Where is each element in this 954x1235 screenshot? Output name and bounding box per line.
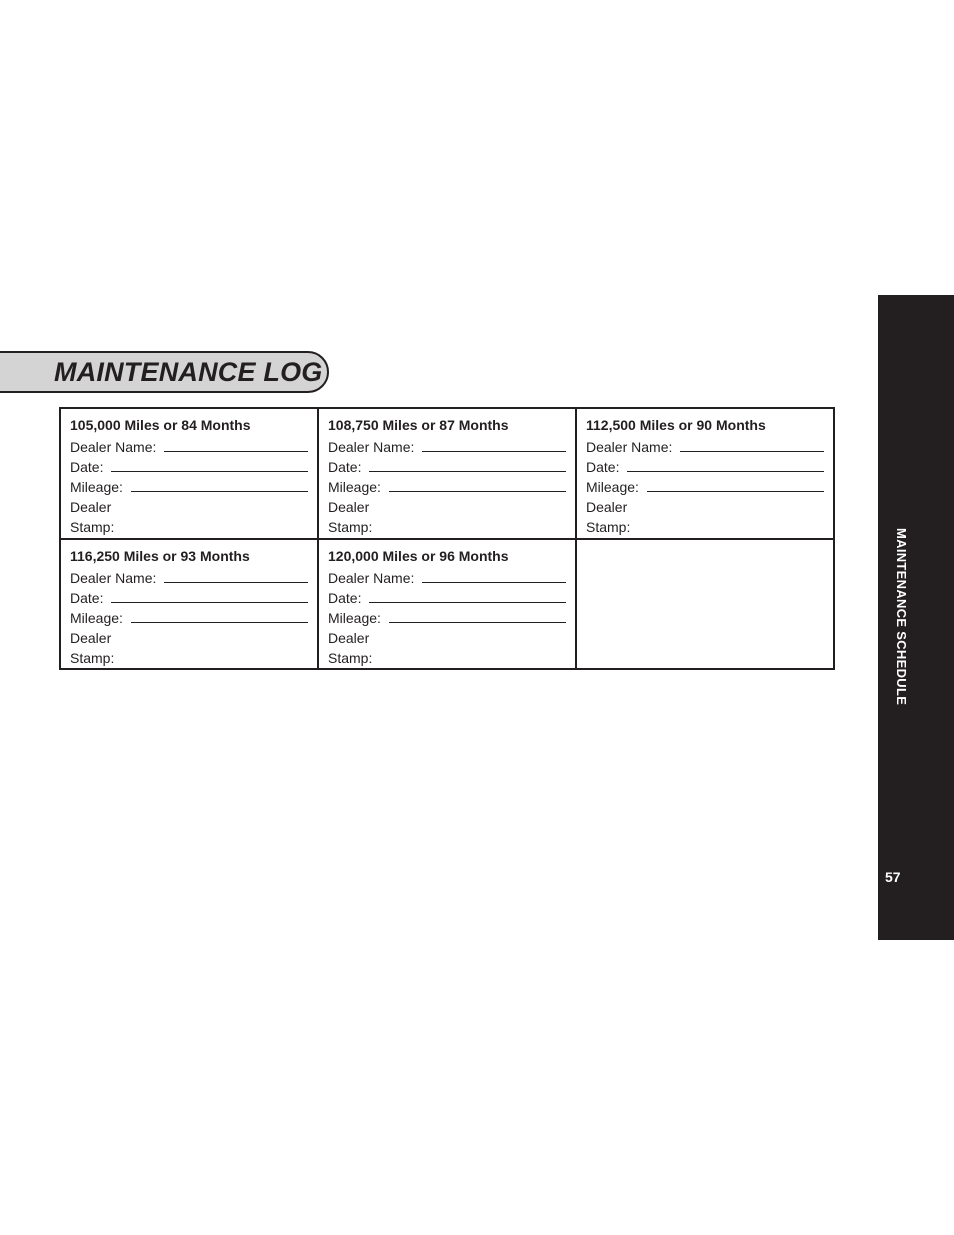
mileage-field[interactable] bbox=[328, 607, 566, 627]
entry-heading: 112,500 Miles or 90 Months bbox=[586, 417, 766, 433]
date-line[interactable] bbox=[369, 601, 566, 603]
dealer-name-field[interactable] bbox=[328, 567, 566, 587]
dealer-name-label: Dealer Name: bbox=[328, 439, 415, 455]
log-entry bbox=[61, 540, 319, 668]
date-line[interactable] bbox=[111, 470, 308, 472]
date-label: Date: bbox=[70, 459, 104, 475]
date-field[interactable] bbox=[70, 456, 308, 476]
dealer-name-field[interactable] bbox=[328, 436, 566, 456]
dealer-label: Dealer bbox=[328, 499, 370, 515]
mileage-line[interactable] bbox=[389, 621, 566, 623]
mileage-label: Mileage: bbox=[328, 610, 381, 626]
dealer-name-label: Dealer Name: bbox=[70, 439, 157, 455]
dealer-name-label: Dealer Name: bbox=[328, 570, 415, 586]
mileage-field[interactable] bbox=[586, 476, 824, 496]
mileage-label: Mileage: bbox=[70, 610, 123, 626]
dealer-name-line[interactable] bbox=[680, 450, 824, 452]
date-line[interactable] bbox=[369, 470, 566, 472]
log-entry bbox=[577, 409, 833, 540]
mileage-field[interactable] bbox=[70, 607, 308, 627]
page-number: 57 bbox=[885, 869, 901, 885]
mileage-label: Mileage: bbox=[70, 479, 123, 495]
dealer-label: Dealer bbox=[328, 630, 370, 646]
dealer-name-field[interactable] bbox=[586, 436, 824, 456]
date-field[interactable] bbox=[70, 587, 308, 607]
log-entry bbox=[319, 409, 577, 540]
mileage-line[interactable] bbox=[131, 621, 308, 623]
dealer-name-label: Dealer Name: bbox=[70, 570, 157, 586]
dealer-name-field[interactable] bbox=[70, 436, 308, 456]
dealer-label: Dealer bbox=[70, 630, 112, 646]
entry-heading: 105,000 Miles or 84 Months bbox=[70, 417, 251, 433]
dealer-name-line[interactable] bbox=[164, 450, 308, 452]
log-entry bbox=[61, 409, 319, 540]
date-field[interactable] bbox=[328, 587, 566, 607]
dealer-label: Dealer bbox=[586, 499, 628, 515]
date-line[interactable] bbox=[627, 470, 824, 472]
log-entry bbox=[319, 540, 577, 668]
dealer-name-field[interactable] bbox=[70, 567, 308, 587]
mileage-field[interactable] bbox=[328, 476, 566, 496]
mileage-line[interactable] bbox=[131, 490, 308, 492]
stamp-label: Stamp: bbox=[586, 519, 631, 535]
stamp-label: Stamp: bbox=[70, 650, 115, 666]
dealer-name-line[interactable] bbox=[164, 581, 308, 583]
dealer-name-line[interactable] bbox=[422, 581, 566, 583]
date-label: Date: bbox=[70, 590, 104, 606]
stamp-label: Stamp: bbox=[328, 650, 373, 666]
date-label: Date: bbox=[328, 590, 362, 606]
dealer-label: Dealer bbox=[70, 499, 112, 515]
date-line[interactable] bbox=[111, 601, 308, 603]
empty-log-cell bbox=[577, 540, 833, 668]
stamp-label: Stamp: bbox=[328, 519, 373, 535]
entry-heading: 120,000 Miles or 96 Months bbox=[328, 548, 509, 564]
dealer-name-line[interactable] bbox=[422, 450, 566, 452]
mileage-label: Mileage: bbox=[328, 479, 381, 495]
section-label: MAINTENANCE SCHEDULE bbox=[894, 528, 909, 706]
maintenance-log-table bbox=[59, 407, 835, 670]
date-field[interactable] bbox=[328, 456, 566, 476]
entry-heading: 116,250 Miles or 93 Months bbox=[70, 548, 250, 564]
entry-heading: 108,750 Miles or 87 Months bbox=[328, 417, 509, 433]
date-field[interactable] bbox=[586, 456, 824, 476]
page-title: MAINTENANCE LOG bbox=[54, 357, 323, 387]
stamp-label: Stamp: bbox=[70, 519, 115, 535]
mileage-label: Mileage: bbox=[586, 479, 639, 495]
date-label: Date: bbox=[328, 459, 362, 475]
side-tab bbox=[878, 295, 954, 940]
dealer-name-label: Dealer Name: bbox=[586, 439, 673, 455]
date-label: Date: bbox=[586, 459, 620, 475]
mileage-line[interactable] bbox=[647, 490, 824, 492]
mileage-line[interactable] bbox=[389, 490, 566, 492]
mileage-field[interactable] bbox=[70, 476, 308, 496]
